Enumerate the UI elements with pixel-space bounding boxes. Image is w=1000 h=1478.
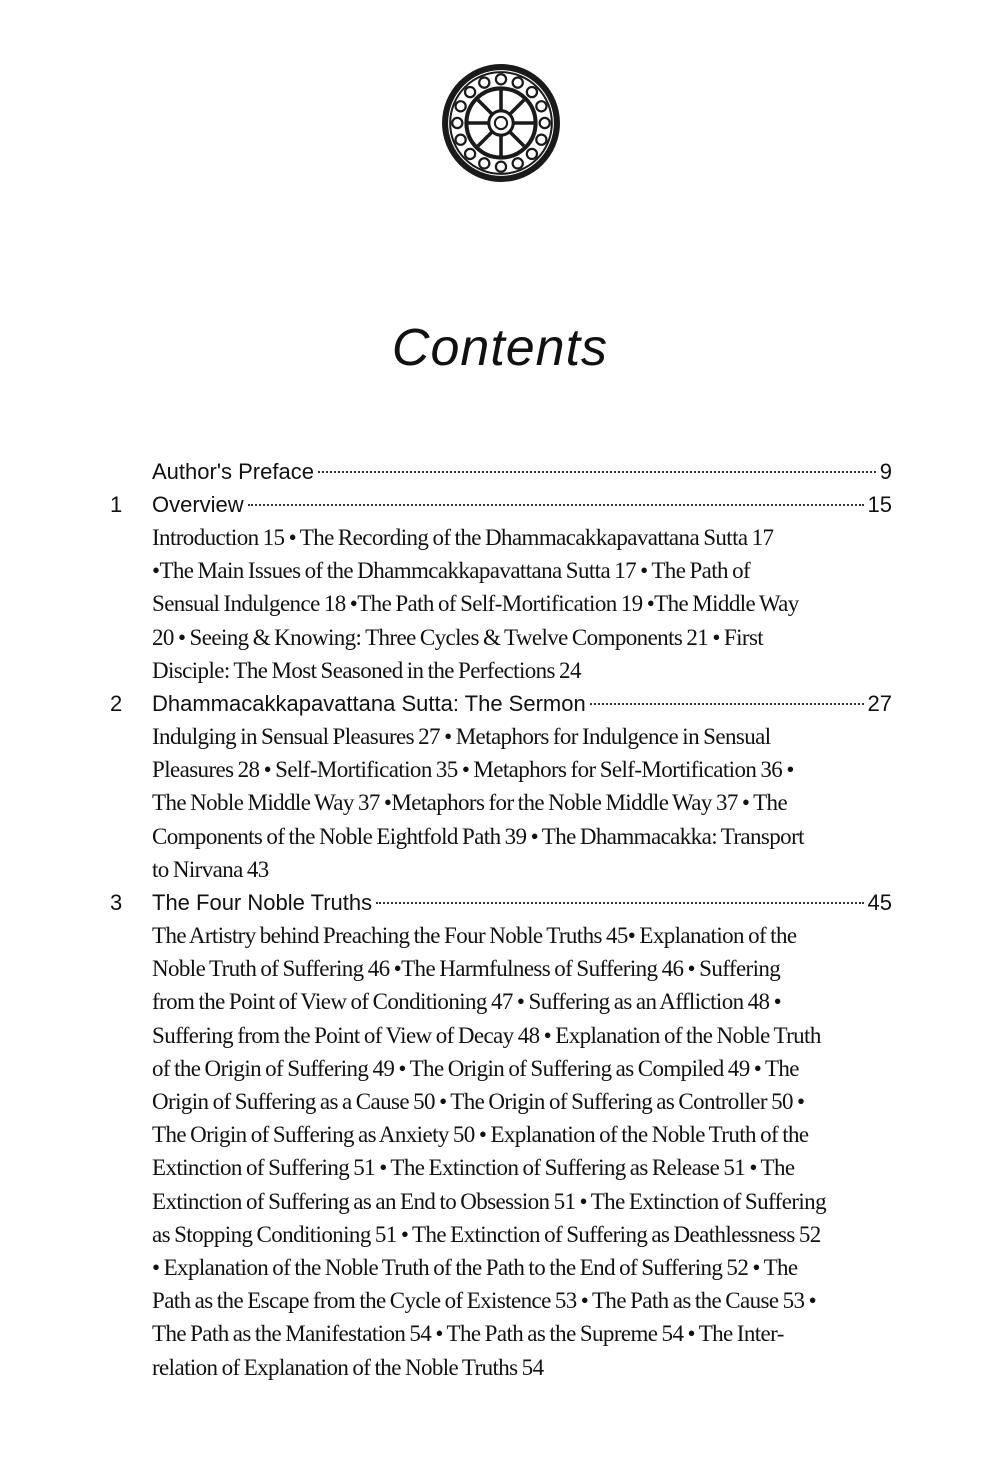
page-title: Contents — [391, 319, 609, 377]
toc-entry-heading — [110, 886, 892, 919]
subtopic-line: Sensual Indulgence 18 •The Path of Self-Mortification 19 •The Middle Way — [152, 591, 799, 617]
subtopic-line: Components of the Noble Eightfold Path 39 • The Dhammacakka: Transport — [152, 823, 804, 849]
chapter-subtopics — [152, 919, 862, 1384]
chapter-title: Dhammacakkapavattana Sutta: The Sermon — [152, 691, 586, 717]
page-number: 9 — [879, 459, 892, 484]
chapter-title: The Four Noble Truths — [152, 890, 373, 916]
dot-leader — [318, 471, 876, 473]
subtopic-line: Pleasures 28 • Self-Mortification 35 • Metaphors for Self-Mortification 36 • — [152, 757, 794, 783]
subtopic-line: • Explanation of the Noble Truth of the Path to the End of Suffering 52 • The — [152, 1255, 798, 1281]
chapter-number: 2 — [110, 691, 123, 717]
subtopic-line: of the Origin of Suffering 49 • The Origin of Suffering as Compiled 49 • The — [152, 1055, 799, 1081]
toc-entry-chapter-3 — [110, 886, 892, 1384]
subtopic-line: Introduction 15 • The Recording of the Dhammacakkapavattana Sutta 17 — [152, 525, 774, 550]
dot-leader — [248, 504, 864, 506]
subtopic-line: Indulging in Sensual Pleasures 27 • Metaphors for Indulgence in Sensual — [152, 724, 771, 750]
subtopic-line: Extinction of Suffering 51 • The Extinction of Suffering as Release 51 • The — [152, 1155, 795, 1181]
page-number: 27 — [867, 691, 892, 717]
subtopic-line: from the Point of View of Conditioning 47 • Suffering as an Affliction 48 • — [152, 989, 782, 1015]
subtopic-line: •The Main Issues of the Dhammcakkapavattana Sutta 17 • The Path of — [152, 558, 751, 584]
toc-entry-heading — [110, 488, 892, 521]
subtopic-line: Origin of Suffering as a Cause 50 • The Origin of Suffering as Controller 50 • — [152, 1089, 805, 1115]
table-of-contents — [110, 455, 892, 1384]
toc-entry-chapter-2 — [110, 687, 892, 886]
chapter-subtopics — [152, 521, 862, 687]
page-number: 15 — [867, 492, 892, 517]
subtopic-line: Noble Truth of Suffering 46 •The Harmfulness of Suffering 46 • Suffering — [152, 956, 781, 982]
subtopic-line: relation of Explanation of the Noble Truths 54 — [152, 1354, 544, 1380]
page-number: 45 — [867, 890, 892, 916]
toc-entry-heading — [110, 687, 892, 720]
subtopic-line: to Nirvana 43 — [152, 856, 269, 882]
subtopic-line: Path as the Escape from the Cycle of Existence 53 • The Path as the Cause 53 • — [152, 1288, 817, 1314]
subtopic-line: Disciple: The Most Seasoned in the Perfections 24 — [152, 657, 581, 683]
subtopic-line: The Artistry behind Preaching the Four Noble Truths 45• Explanation of the — [152, 923, 797, 949]
subtopic-line: Suffering from the Point of View of Decay 48 • Explanation of the Noble Truth — [152, 1022, 821, 1048]
subtopic-line: 20 • Seeing & Knowing: Three Cycles & Twelve Components 21 • First — [152, 624, 764, 650]
dot-leader — [376, 902, 863, 904]
dharma-wheel-icon — [440, 62, 562, 184]
dot-leader — [590, 703, 864, 705]
subtopic-line: The Noble Middle Way 37 •Metaphors for the Noble Middle Way 37 • The — [152, 790, 788, 816]
subtopic-line: The Origin of Suffering as Anxiety 50 • Explanation of the Noble Truth of the — [152, 1122, 809, 1148]
toc-entry-chapter-1 — [110, 488, 892, 687]
chapter-title: Overview — [152, 492, 244, 517]
chapter-number: 1 — [110, 492, 123, 517]
subtopic-line: The Path as the Manifestation 54 • The Path as the Supreme 54 • The Inter- — [152, 1321, 784, 1347]
chapter-title: Author's Preface — [152, 459, 314, 484]
toc-entry-preface — [110, 455, 892, 488]
toc-entry-heading — [110, 455, 892, 488]
chapter-number: 3 — [110, 890, 123, 916]
subtopic-line: as Stopping Conditioning 51 • The Extinction of Suffering as Deathlessness 52 — [152, 1221, 821, 1247]
subtopic-line: Extinction of Suffering as an End to Obsession 51 • The Extinction of Suffering — [152, 1188, 826, 1214]
chapter-subtopics — [152, 720, 862, 886]
